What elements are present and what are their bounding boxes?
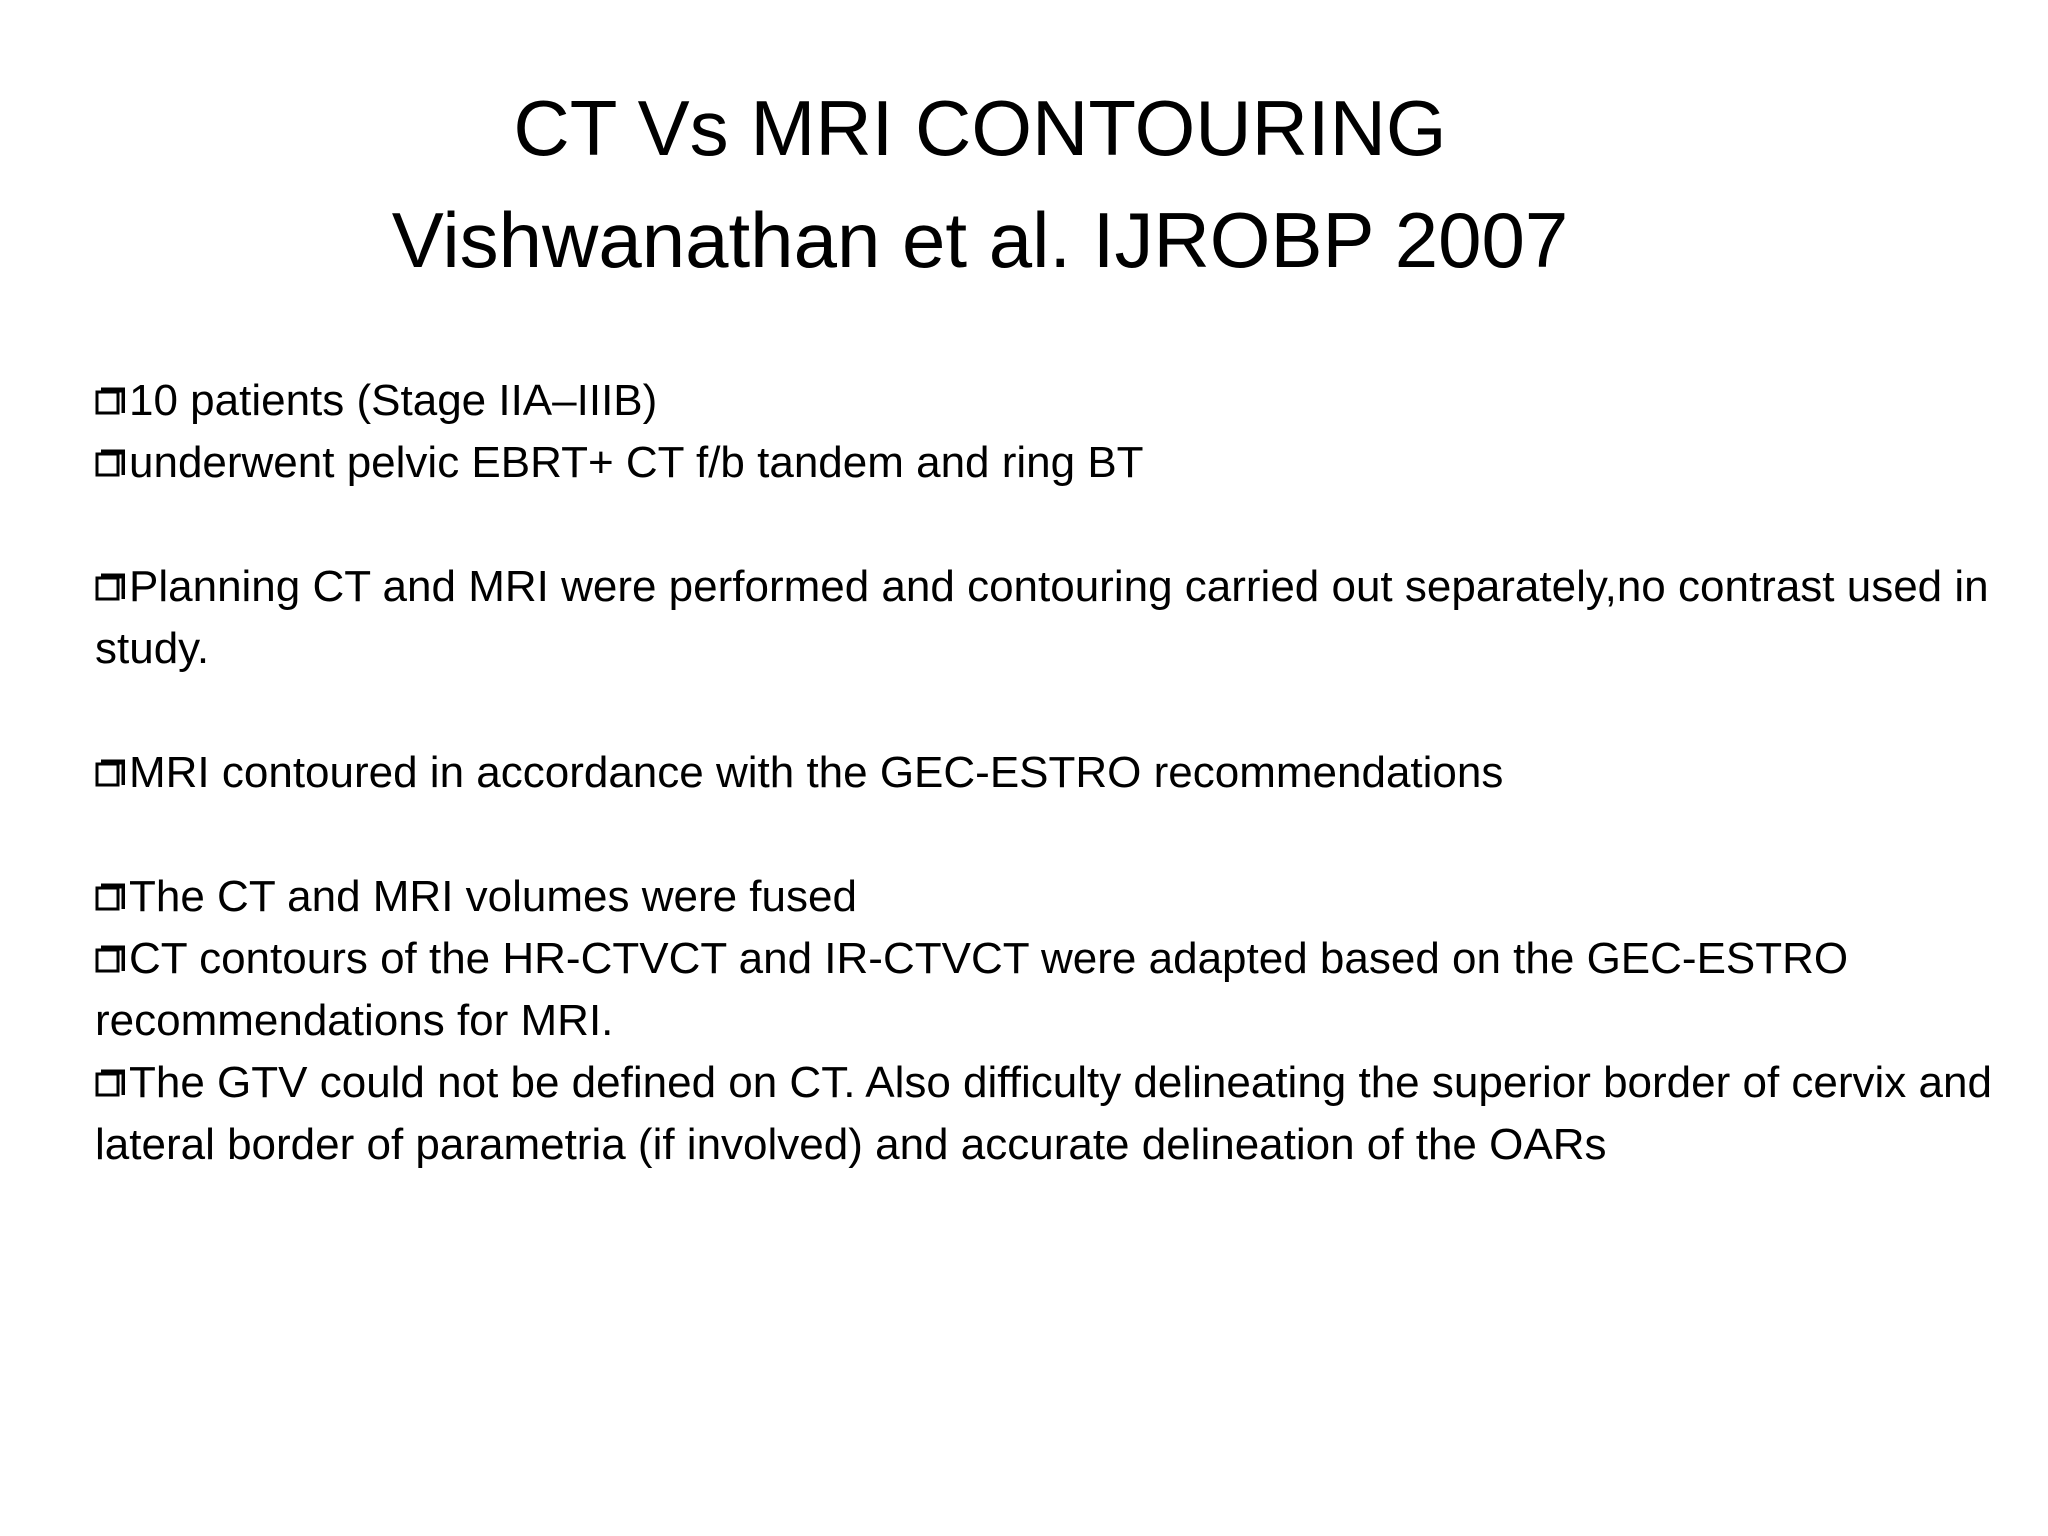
checkbox-bullet-icon [95, 1069, 125, 1099]
bullet-item [95, 556, 1995, 680]
checkbox-bullet-icon [95, 759, 125, 789]
spacer [95, 804, 1995, 866]
bullet-text: underwent pelvic EBRT+ CT f/b tandem and ring BT [129, 438, 1144, 487]
bullet-item [95, 1052, 1995, 1176]
title-line-2: Vishwanathan et al. IJROBP 2007 [391, 196, 1569, 284]
spacer [95, 494, 1995, 556]
bullet-text: MRI contoured in accordance with the GEC-ESTRO recommendations [129, 748, 1504, 797]
bullet-text: Planning CT and MRI were performed and contouring carried out separately,no contrast used in study. [95, 562, 1989, 673]
checkbox-bullet-icon [95, 573, 125, 603]
checkbox-bullet-icon [95, 387, 125, 417]
checkbox-bullet-icon [95, 945, 125, 975]
spacer [95, 680, 1995, 742]
bullet-item [95, 742, 1995, 804]
bullet-text: The CT and MRI volumes were fused [129, 872, 857, 921]
bullet-item [95, 928, 1995, 1052]
bullet-text: CT contours of the HR-CTVCT and IR-CTVCT were adapted based on the GEC-ESTRO recommendations for MRI. [95, 934, 1849, 1045]
bullet-list [95, 370, 1995, 1176]
checkbox-bullet-icon [95, 449, 125, 479]
bullet-item [95, 866, 1995, 928]
title-line-1: CT Vs MRI CONTOURING [513, 84, 1447, 172]
bullet-text: The GTV could not be defined on CT. Also difficulty delineating the superior border of cervix and lateral border of parametria (if involved) and accurate delineation of the OARs [95, 1058, 1992, 1169]
bullet-text: 10 patients (Stage IIA–IIIB) [129, 376, 658, 425]
checkbox-bullet-icon [95, 883, 125, 913]
bullet-item [95, 432, 1995, 494]
bullet-item [95, 370, 1995, 432]
slide-title [200, 72, 1760, 296]
